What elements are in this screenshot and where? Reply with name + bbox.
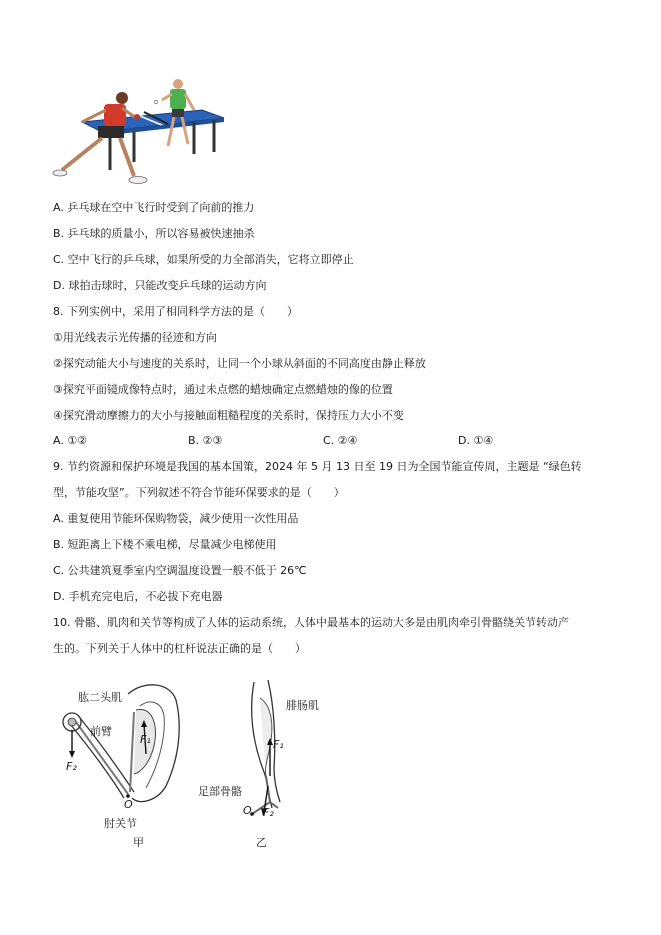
q9-option-d: D. 手机充完电后，不必拔下充电器 (53, 590, 223, 603)
label-f1-yi: F₁ (273, 738, 284, 751)
q9-stem-line1: 9. 节约资源和保护环境是我国的基本国策，2024 年 5 月 13 日至 19 日为全国节能宣传周，主题是 “绿色转 (53, 460, 582, 473)
q8-option-b: B. ②③ (188, 434, 223, 447)
caption-jia: 甲 (133, 836, 144, 849)
label-f2-jia: F₂ (66, 760, 77, 773)
q9-option-a: A. 重复使用节能环保购物袋，减少使用一次性用品 (53, 512, 299, 525)
q8-item-4: ④探究滑动摩擦力的大小与接触面粗糙程度的关系时，保持压力大小不变 (53, 409, 404, 422)
caption-yi: 乙 (256, 836, 267, 849)
q8-item-3: ③探究平面镜成像特点时，通过未点燃的蜡烛确定点燃蜡烛的像的位置 (53, 383, 393, 396)
pingpong-illustration (52, 72, 232, 190)
label-elbow: 肘关节 (104, 817, 137, 830)
label-calf: 腓肠肌 (286, 699, 319, 712)
label-forearm: 前臂 (90, 725, 112, 738)
label-f2-yi: F₂ (263, 806, 274, 819)
label-foot: 足部骨骼 (198, 785, 242, 798)
q7-option-d: D. 球拍击球时，只能改变乒乓球的运动方向 (53, 279, 267, 292)
label-pivot-jia: O (124, 798, 133, 811)
label-pivot-yi: O (243, 804, 252, 817)
q7-option-a: A. 乒乓球在空中飞行时受到了向前的推力 (53, 201, 255, 214)
label-biceps: 肱二头肌 (78, 691, 122, 704)
q10-stem-line1: 10. 骨骼、肌肉和关节等构成了人体的运动系统，人体中最基本的运动大多是由肌肉牵引骨骼绕关节转动产 (53, 616, 569, 629)
q8-option-a: A. ①② (53, 434, 88, 447)
q9-stem-line2: 型，节能攻坚”。下列叙述不符合节能环保要求的是（ ） (53, 486, 345, 499)
q10-stem-line2: 生的。下列关于人体中的杠杆说法正确的是（ ） (53, 642, 306, 655)
label-f1-jia: F₁ (140, 733, 151, 746)
q9-option-b: B. 短距离上下楼不乘电梯，尽量减少电梯使用 (53, 538, 277, 551)
q8-option-d: D. ①④ (458, 434, 494, 447)
q9-option-c: C. 公共建筑夏季室内空调温度设置一般不低于 26℃ (53, 564, 307, 577)
q7-option-c: C. 空中飞行的乒乓球，如果所受的力全部消失，它将立即停止 (53, 253, 354, 266)
q8-item-2: ②探究动能大小与速度的关系时，让同一个小球从斜面的不同高度由静止释放 (53, 357, 426, 370)
q8-option-c: C. ②④ (323, 434, 358, 447)
q8-item-1: ①用光线表示光传播的径迹和方向 (53, 331, 217, 344)
q7-option-b: B. 乒乓球的质量小，所以容易被快速抽杀 (53, 227, 255, 240)
q8-stem: 8. 下列实例中，采用了相同科学方法的是（ ） (53, 305, 298, 318)
